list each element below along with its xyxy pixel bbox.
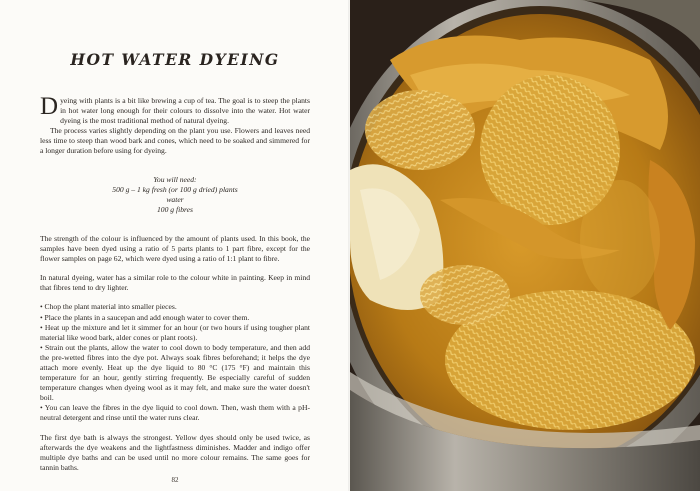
- intro-second-para: The process varies slightly depending on the plant you use. Flowers and leaves need less time to steep than wood bark and cones, which need to be soaked and simmered for a longer duration before using for dyeing.: [40, 126, 310, 156]
- you-will-need-heading: You will need:: [153, 174, 197, 184]
- step-item: • Strain out the plants, allow the water to cool down to body temperature, and then add the pre-wetted fibres into the dye pot. Always soak fibres beforehand; it helps the dye attach more evenly. Heat up the dye liquid to 80 °C (175 °F) and maintain this temperature for an hour, gently stirring frequently. Be especially careful of sudden temperature changes when dyeing wool as it may felt, and make sure the water doesn't boil.: [40, 342, 310, 403]
- closing-paragraph: The first dye bath is always the strongest. Yellow dyes should only be used twice, as afterwards the dye weakens and the lightfastness diminishes. Madder and indigo offer multiple dye baths and can be used until no more colour remains. The same goes for tannin baths.: [40, 432, 310, 472]
- water-paragraph: In natural dyeing, water has a similar role to the colour white in painting. Keep in mind that fibres tend to dry lighter.: [40, 273, 310, 293]
- strength-paragraph: The strength of the colour is influenced by the amount of plants used. In this book, the samples have been dyed using a ratio of 5 parts plants to 1 part fibre, except for the flower samples on page 62, which were dyed using a ratio of 1:1 plant to fibre.: [40, 233, 310, 264]
- step-item: • Heat up the mixture and let it simmer for an hour (or two hours if using tougher plant material like wood bark, alder cones or plant roots).: [40, 322, 310, 342]
- step-item: • Chop the plant material into smaller pieces.: [40, 302, 177, 312]
- step-item: • You can leave the fibres in the dye liquid to cool down. Then, wash them with a pH-neutral detergent and rinse until the water runs clear.: [40, 403, 310, 423]
- intro-first-para: yeing with plants is a bit like brewing a cup of tea. The goal is to steep the plants in hot water long enough for their colours to dissolve into the water. Hot water dyeing is the most traditional method of natural dyeing.: [60, 96, 310, 126]
- dye-pot-photo: [350, 0, 700, 491]
- body-text: [40, 93, 310, 473]
- steps-list: [40, 302, 310, 423]
- page-number: 82: [171, 476, 179, 484]
- need-item: water: [166, 194, 184, 204]
- dye-pot-illustration: [350, 0, 700, 491]
- need-item: 100 g fibres: [157, 204, 193, 214]
- intro-paragraph: [40, 93, 310, 126]
- you-will-need-block: [40, 175, 310, 215]
- page-title: HOT WATER DYEING: [70, 50, 280, 69]
- drop-cap: D: [40, 93, 59, 120]
- step-item: • Place the plants in a saucepan and add enough water to cover them.: [40, 312, 250, 322]
- need-item: 500 g – 1 kg fresh (or 100 g dried) plants: [112, 184, 238, 194]
